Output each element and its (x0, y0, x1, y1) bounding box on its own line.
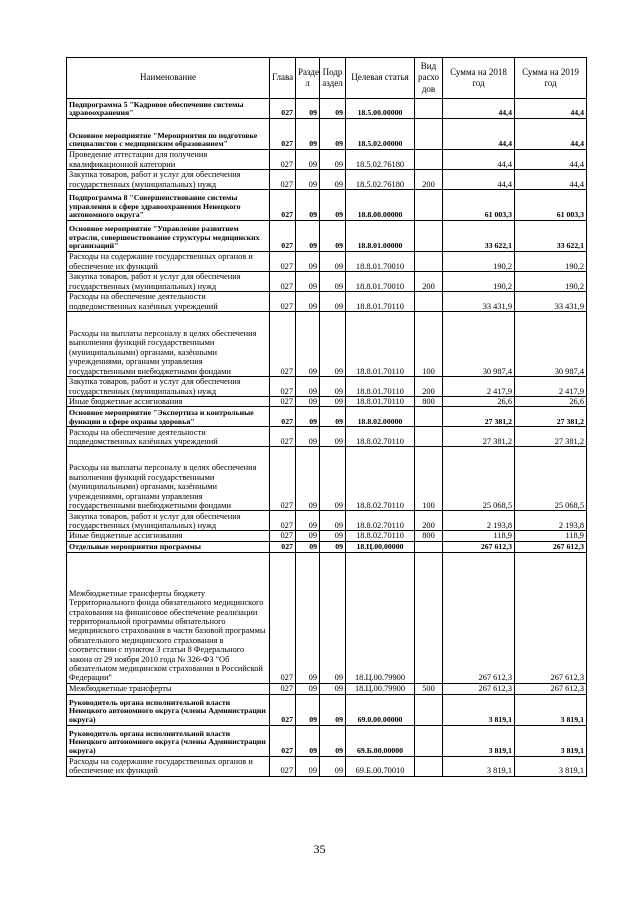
table-cell-sum-2019: 190,2 (515, 252, 587, 272)
table-cell-glava: 027 (270, 407, 296, 427)
table-cell-target: 18.5.02.76180 (346, 150, 415, 170)
table-cell-vid (415, 252, 443, 272)
table-cell-sum-2018: 3 819,1 (443, 694, 515, 725)
table-cell-sum-2019: 3 819,1 (515, 756, 587, 776)
table-cell-podrazdel: 09 (320, 252, 346, 272)
table-cell-name: Основное мероприятие "Экспертиза и контрольные функции в сфере охраны здоровья" (67, 407, 270, 427)
table-cell-sum-2018: 33 622,1 (443, 221, 515, 252)
table-cell-sum-2019: 33 431,9 (515, 292, 587, 312)
table-cell-podrazdel: 09 (320, 694, 346, 725)
table-row (67, 119, 587, 150)
table-cell-glava: 027 (270, 292, 296, 312)
table-row (67, 170, 587, 190)
table-cell-vid: 200 (415, 170, 443, 190)
table-cell-target: 69.Б.00.00000 (346, 725, 415, 756)
table-row (67, 397, 587, 407)
table-cell-glava: 027 (270, 377, 296, 397)
table-cell-razdel: 09 (296, 150, 320, 170)
table-cell-razdel: 09 (296, 541, 320, 552)
table-row (67, 725, 587, 756)
table-row (67, 221, 587, 252)
table-cell-podrazdel: 09 (320, 190, 346, 221)
table-cell-target: 18.8.02.70110 (346, 511, 415, 531)
table-cell-podrazdel: 09 (320, 397, 346, 407)
table-cell-target: 18.8.01.70010 (346, 272, 415, 292)
table-cell-target: 18.Ц.00.79900 (346, 552, 415, 683)
table-cell-sum-2019: 44,4 (515, 150, 587, 170)
table-cell-razdel: 09 (296, 683, 320, 694)
table-cell-name: Иные бюджетные ассигнования (67, 531, 270, 541)
table-row (67, 407, 587, 427)
table-cell-vid (415, 552, 443, 683)
table-cell-vid (415, 725, 443, 756)
table-cell-razdel: 09 (296, 99, 320, 119)
table-cell-podrazdel: 09 (320, 447, 346, 511)
table-cell-podrazdel: 09 (320, 427, 346, 447)
table-cell-sum-2019: 267 612,3 (515, 683, 587, 694)
table-cell-sum-2019: 33 622,1 (515, 221, 587, 252)
table-row (67, 252, 587, 272)
table-cell-sum-2019: 190,2 (515, 272, 587, 292)
table-cell-target: 18.8.01.70010 (346, 252, 415, 272)
table-cell-razdel: 09 (296, 272, 320, 292)
table-cell-name: Расходы на выплаты персоналу в целях обеспечения выполнения функций государственными (муниципальными) органами, казёнными учреждениями, органами управления государственными внебюджетными фондами (67, 447, 270, 511)
table-cell-razdel: 09 (296, 312, 320, 377)
table-cell-target: 18.Ц.00.00000 (346, 541, 415, 552)
table-cell-razdel: 09 (296, 252, 320, 272)
table-row (67, 511, 587, 531)
table-cell-sum-2018: 2 417,9 (443, 377, 515, 397)
table-cell-name: Подпрограмма 5 "Кадровое обеспечение системы здравоохранения" (67, 99, 270, 119)
table-cell-podrazdel: 09 (320, 221, 346, 252)
table-row (67, 377, 587, 397)
table-cell-sum-2019: 27 381,2 (515, 427, 587, 447)
table-cell-sum-2019: 25 068,5 (515, 447, 587, 511)
table-cell-razdel: 09 (296, 694, 320, 725)
table-cell-vid: 800 (415, 397, 443, 407)
table-cell-sum-2019: 44,4 (515, 99, 587, 119)
table-cell-podrazdel: 09 (320, 756, 346, 776)
table-cell-sum-2019: 26,6 (515, 397, 587, 407)
table-cell-razdel: 09 (296, 397, 320, 407)
table-cell-target: 18.5.00.00000 (346, 99, 415, 119)
table-cell-podrazdel: 09 (320, 272, 346, 292)
table-cell-target: 18.Ц.00.79900 (346, 683, 415, 694)
table-cell-vid: 200 (415, 272, 443, 292)
table-cell-target: 18.8.01.70110 (346, 377, 415, 397)
table-cell-razdel: 09 (296, 447, 320, 511)
table-cell-sum-2019: 2 193,8 (515, 511, 587, 531)
table-row (67, 272, 587, 292)
header-vid: Вид расхо дов (415, 58, 443, 99)
table-row (67, 312, 587, 377)
table-row (67, 427, 587, 447)
table-cell-glava: 027 (270, 756, 296, 776)
table-cell-sum-2018: 44,4 (443, 99, 515, 119)
table-cell-name: Иные бюджетные ассигнования (67, 397, 270, 407)
table-cell-target: 18.8.02.70110 (346, 447, 415, 511)
table-cell-razdel: 09 (296, 292, 320, 312)
table-cell-sum-2019: 27 381,2 (515, 407, 587, 427)
table-cell-sum-2018: 26,6 (443, 397, 515, 407)
table-cell-target: 18.8.02.70110 (346, 427, 415, 447)
table-cell-name: Расходы на содержание государственных органов и обеспечение их функций (67, 252, 270, 272)
table-cell-vid: 500 (415, 683, 443, 694)
table-cell-sum-2019: 267 612,3 (515, 541, 587, 552)
table-cell-podrazdel: 09 (320, 541, 346, 552)
header-sum-2018: Сумма на 2018 год (443, 58, 515, 99)
table-cell-glava: 027 (270, 99, 296, 119)
table-cell-razdel: 09 (296, 552, 320, 683)
table-cell-vid: 100 (415, 312, 443, 377)
table-cell-glava: 027 (270, 725, 296, 756)
table-cell-target: 69.0.00.00000 (346, 694, 415, 725)
table-cell-sum-2018: 267 612,3 (443, 552, 515, 683)
table-cell-sum-2018: 3 819,1 (443, 756, 515, 776)
table-row (67, 552, 587, 683)
table-cell-glava: 027 (270, 312, 296, 377)
table-cell-glava: 027 (270, 119, 296, 150)
table-cell-sum-2018: 190,2 (443, 272, 515, 292)
table-cell-razdel: 09 (296, 407, 320, 427)
table-cell-sum-2018: 2 193,8 (443, 511, 515, 531)
table-cell-podrazdel: 09 (320, 511, 346, 531)
table-row (67, 683, 587, 694)
table-cell-vid: 200 (415, 377, 443, 397)
table-cell-podrazdel: 09 (320, 531, 346, 541)
table-cell-glava: 027 (270, 552, 296, 683)
table-row (67, 150, 587, 170)
table-row (67, 292, 587, 312)
table-cell-sum-2019: 44,4 (515, 119, 587, 150)
table-cell-vid: 800 (415, 531, 443, 541)
table-row (67, 190, 587, 221)
table-cell-sum-2018: 44,4 (443, 170, 515, 190)
table-cell-target: 18.5.02.00000 (346, 119, 415, 150)
table-cell-vid (415, 292, 443, 312)
table-cell-name: Межбюджетные трансферты бюджету Территориального фонда обязательного медицинского страхования на финансовое обеспечение реализации территориальной программы обязательного медицинского страхования в части базовой программы обязательного медицинского страхования в соответствии с пунктом 3 статьи 8 Федерального закона от 29 ноября 2010 года № 326-ФЗ "Об обязательном медицинском страховании в Российской Федерации" (67, 552, 270, 683)
table-cell-razdel: 09 (296, 531, 320, 541)
table-cell-vid (415, 221, 443, 252)
table-cell-glava: 027 (270, 221, 296, 252)
table-cell-razdel: 09 (296, 119, 320, 150)
table-cell-podrazdel: 09 (320, 292, 346, 312)
table-header-row (67, 58, 587, 99)
budget-table (66, 57, 587, 777)
table-cell-name: Межбюджетные трансферты (67, 683, 270, 694)
table-cell-name: Руководитель органа исполнительной власти Ненецкого автономного округа (члены Администрации округа) (67, 694, 270, 725)
table-cell-razdel: 09 (296, 511, 320, 531)
header-name: Наименование (67, 58, 270, 99)
table-cell-vid (415, 150, 443, 170)
table-cell-target: 18.8.01.70110 (346, 292, 415, 312)
table-cell-vid (415, 119, 443, 150)
table-cell-sum-2019: 3 819,1 (515, 725, 587, 756)
table-cell-podrazdel: 09 (320, 552, 346, 683)
table-cell-sum-2018: 33 431,9 (443, 292, 515, 312)
table-cell-glava: 027 (270, 397, 296, 407)
header-podrazdel: Подр аздел (320, 58, 346, 99)
table-cell-glava: 027 (270, 683, 296, 694)
table-cell-sum-2018: 27 381,2 (443, 407, 515, 427)
table-cell-glava: 027 (270, 150, 296, 170)
header-sum-2019: Сумма на 2019 год (515, 58, 587, 99)
table-cell-name: Закупка товаров, работ и услуг для обеспечения государственных (муниципальных) нужд (67, 272, 270, 292)
table-cell-target: 18.8.01.00000 (346, 221, 415, 252)
table-cell-name: Расходы на обеспечение деятельности подведомственных казённых учреждений (67, 427, 270, 447)
table-cell-glava: 027 (270, 170, 296, 190)
table-cell-sum-2019: 30 987,4 (515, 312, 587, 377)
table-cell-sum-2018: 267 612,3 (443, 683, 515, 694)
table-cell-glava: 027 (270, 190, 296, 221)
table-cell-razdel: 09 (296, 190, 320, 221)
table-cell-podrazdel: 09 (320, 99, 346, 119)
table-cell-sum-2018: 44,4 (443, 119, 515, 150)
table-row (67, 756, 587, 776)
table-cell-name: Основное мероприятие "Мероприятия по подготовке специалистов с медицинским образованием" (67, 119, 270, 150)
table-cell-sum-2018: 190,2 (443, 252, 515, 272)
table-cell-podrazdel: 09 (320, 407, 346, 427)
table-row (67, 531, 587, 541)
table-cell-name: Проведение аттестации для получения квалификационной категории (67, 150, 270, 170)
table-cell-glava: 027 (270, 531, 296, 541)
table-cell-name: Руководитель органа исполнительной власти Ненецкого автономного округа (члены Администрации округа) (67, 725, 270, 756)
table-cell-sum-2019: 2 417,9 (515, 377, 587, 397)
table-cell-target: 18.8.02.70110 (346, 531, 415, 541)
table-cell-razdel: 09 (296, 427, 320, 447)
table-cell-podrazdel: 09 (320, 312, 346, 377)
table-row (67, 447, 587, 511)
table-cell-vid (415, 756, 443, 776)
table-cell-sum-2018: 267 612,3 (443, 541, 515, 552)
table-cell-vid (415, 694, 443, 725)
header-razdel: Разде л (296, 58, 320, 99)
table-cell-podrazdel: 09 (320, 683, 346, 694)
table-cell-glava: 027 (270, 694, 296, 725)
table-cell-sum-2018: 30 987,4 (443, 312, 515, 377)
table-cell-sum-2019: 267 612,3 (515, 552, 587, 683)
table-cell-glava: 027 (270, 541, 296, 552)
table-cell-target: 69.Б.00.70010 (346, 756, 415, 776)
table-cell-glava: 027 (270, 427, 296, 447)
table-cell-podrazdel: 09 (320, 119, 346, 150)
table-cell-podrazdel: 09 (320, 170, 346, 190)
table-cell-name: Расходы на обеспечение деятельности подведомственных казённых учреждений (67, 292, 270, 312)
table-cell-target: 18.8.01.70110 (346, 397, 415, 407)
table-cell-sum-2019: 44,4 (515, 170, 587, 190)
table-cell-name: Отдельные мероприятия программы (67, 541, 270, 552)
table-cell-sum-2019: 61 003,3 (515, 190, 587, 221)
table-cell-glava: 027 (270, 511, 296, 531)
table-cell-name: Закупка товаров, работ и услуг для обеспечения государственных (муниципальных) нужд (67, 511, 270, 531)
table-cell-name: Закупка товаров, работ и услуг для обеспечения государственных (муниципальных) нужд (67, 377, 270, 397)
table-cell-sum-2018: 25 068,5 (443, 447, 515, 511)
page-number: 35 (313, 842, 326, 856)
table-cell-name: Расходы на выплаты персоналу в целях обеспечения выполнения функций государственными (муниципальными) органами, казёнными учреждениями, органами управления государственными внебюджетными фондами (67, 312, 270, 377)
table-cell-glava: 027 (270, 252, 296, 272)
table-cell-target: 18.8.01.70110 (346, 312, 415, 377)
table-cell-target: 18.5.02.76180 (346, 170, 415, 190)
table-cell-sum-2018: 44,4 (443, 150, 515, 170)
header-glava: Глава (270, 58, 296, 99)
table-cell-target: 18.8.00.00000 (346, 190, 415, 221)
table-cell-sum-2019: 3 819,1 (515, 694, 587, 725)
table-cell-razdel: 09 (296, 756, 320, 776)
table-row (67, 99, 587, 119)
table-cell-vid (415, 407, 443, 427)
table-cell-podrazdel: 09 (320, 725, 346, 756)
table-cell-sum-2018: 27 381,2 (443, 427, 515, 447)
table-row (67, 694, 587, 725)
table-cell-glava: 027 (270, 447, 296, 511)
table-row (67, 541, 587, 552)
table-cell-vid (415, 427, 443, 447)
table-cell-vid: 100 (415, 447, 443, 511)
table-cell-razdel: 09 (296, 221, 320, 252)
table-cell-vid (415, 190, 443, 221)
header-target: Целевая статья (346, 58, 415, 99)
table-cell-sum-2018: 61 003,3 (443, 190, 515, 221)
table-cell-podrazdel: 09 (320, 150, 346, 170)
table-cell-target: 18.8.02.00000 (346, 407, 415, 427)
table-cell-sum-2018: 118,9 (443, 531, 515, 541)
table-cell-name: Закупка товаров, работ и услуг для обеспечения государственных (муниципальных) нужд (67, 170, 270, 190)
table-cell-vid (415, 99, 443, 119)
table-cell-sum-2018: 3 819,1 (443, 725, 515, 756)
table-cell-name: Основное мероприятие "Управление развитием отрасли, совершенствование структуры медицинских организаций" (67, 221, 270, 252)
table-cell-name: Расходы на содержание государственных органов и обеспечение их функций (67, 756, 270, 776)
table-cell-sum-2019: 118,9 (515, 531, 587, 541)
table-cell-vid: 200 (415, 511, 443, 531)
table-cell-vid (415, 541, 443, 552)
table-cell-razdel: 09 (296, 170, 320, 190)
table-cell-razdel: 09 (296, 377, 320, 397)
table-cell-podrazdel: 09 (320, 377, 346, 397)
table-cell-razdel: 09 (296, 725, 320, 756)
table-cell-name: Подпрограмма 8 "Совершенствование системы управления в сфере здравоохранения Ненецкого автономного округа" (67, 190, 270, 221)
table-cell-glava: 027 (270, 272, 296, 292)
